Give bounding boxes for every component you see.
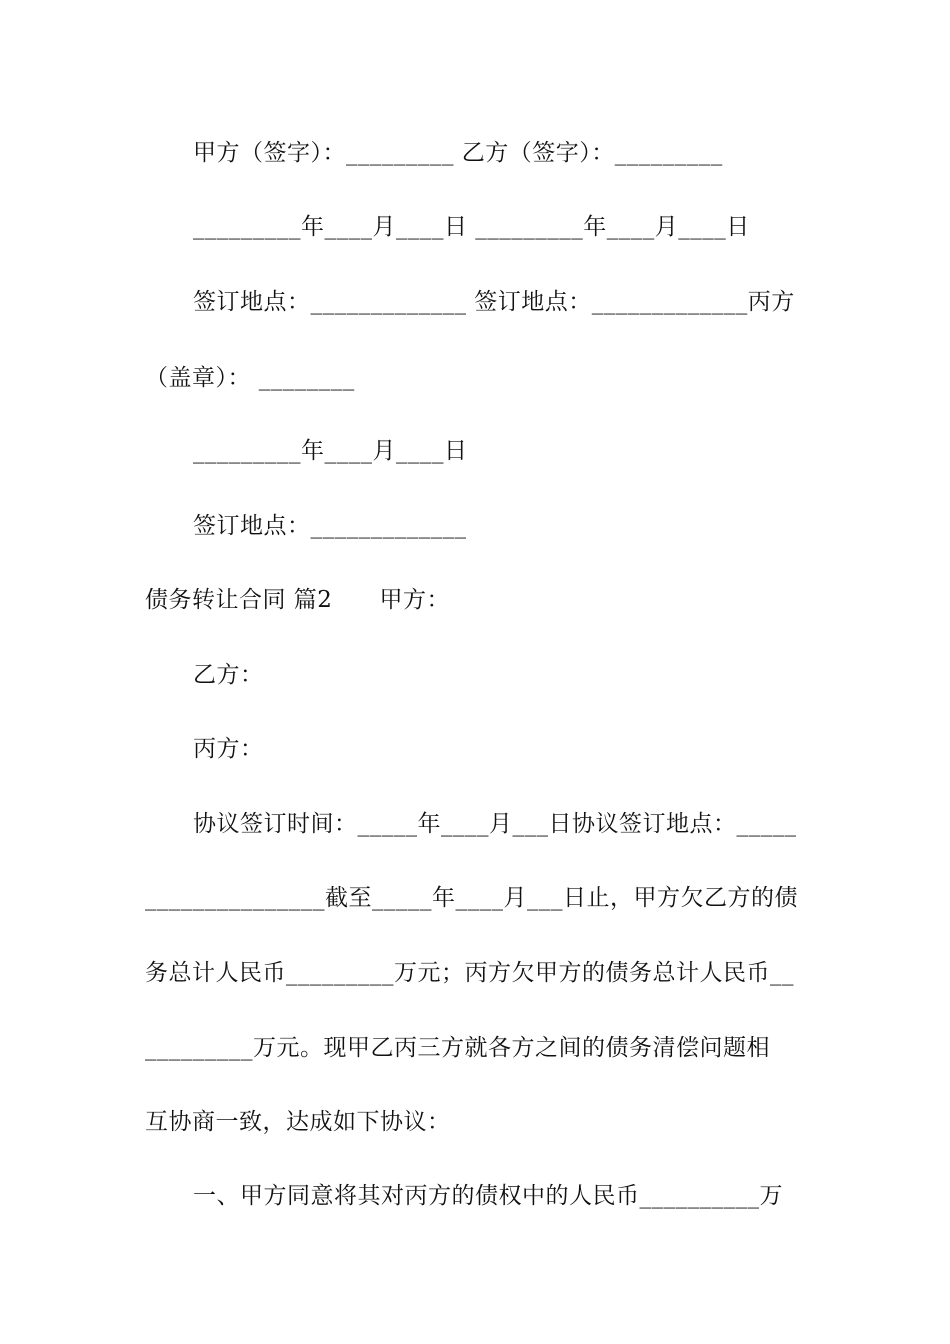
agreement-time-place-line: 协议签订时间：_____年____月___日协议签订地点：_____ xyxy=(193,811,797,837)
contract-heading-line: 债务转让合同 篇2 甲方： xyxy=(145,587,450,613)
body-paragraph-line: 务总计人民币_________万元；丙方欠甲方的债务总计人民币__ xyxy=(145,960,794,986)
signing-place-line-party-c: 签订地点：_____________ xyxy=(193,513,467,539)
body-paragraph-line: _________万元。现甲乙丙三方就各方之间的债务清偿问题相 xyxy=(145,1035,770,1061)
clause-one-line: 一、甲方同意将其对丙方的债权中的人民币__________万 xyxy=(193,1183,783,1209)
body-paragraph-line: 互协商一致，达成如下协议： xyxy=(145,1109,451,1135)
date-line-party-c: _________年____月____日 xyxy=(193,438,468,464)
signing-place-line-party-a-b: 签订地点：_____________ 签订地点：_____________丙方 xyxy=(193,289,795,315)
party-c-line: 丙方： xyxy=(193,736,264,762)
date-line-party-a-b: _________年____月____日 _________年____月____日 xyxy=(193,214,750,240)
body-paragraph-line: _______________截至_____年____月___日止，甲方欠乙方的债 xyxy=(145,885,798,911)
party-b-line: 乙方： xyxy=(193,662,264,688)
seal-line-party-c: （盖章）： ________ xyxy=(145,365,355,391)
signature-line-party-a-b: 甲方（签字）：_________ 乙方（签字）：_________ xyxy=(193,140,723,166)
